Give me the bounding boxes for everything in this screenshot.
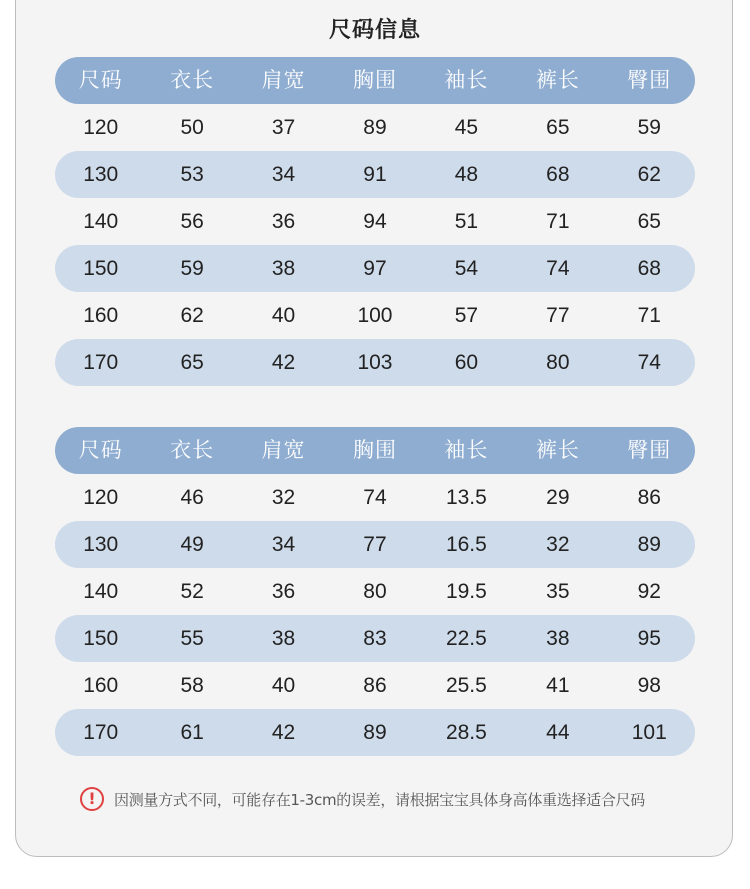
header-length: 衣长 bbox=[170, 438, 215, 462]
table-cell: 170 bbox=[83, 351, 119, 374]
table-cell: 29 bbox=[546, 486, 570, 509]
table-cell: 40 bbox=[271, 304, 296, 327]
table-cell: 37 bbox=[271, 116, 296, 139]
table-cell: 74 bbox=[637, 351, 661, 374]
table-cell: 80 bbox=[363, 580, 387, 603]
table-cell: 58 bbox=[180, 674, 204, 697]
table-row bbox=[55, 245, 695, 292]
measurement-note bbox=[80, 785, 645, 813]
table-cell: 59 bbox=[637, 116, 661, 139]
table-cell: 71 bbox=[546, 210, 570, 233]
table-cell: 120 bbox=[83, 116, 119, 139]
table-cell: 120 bbox=[83, 486, 119, 509]
table-row bbox=[55, 474, 695, 521]
table-cell: 54 bbox=[454, 257, 479, 280]
table-cell: 44 bbox=[546, 721, 570, 744]
table-cell: 32 bbox=[271, 486, 296, 509]
table-row bbox=[55, 339, 695, 386]
table-cell: 50 bbox=[180, 116, 204, 139]
table-cell: 52 bbox=[180, 580, 204, 603]
table-cell: 140 bbox=[83, 580, 119, 603]
table-cell: 13.5 bbox=[445, 486, 487, 509]
header-length: 衣长 bbox=[170, 68, 215, 92]
table-cell: 77 bbox=[546, 304, 570, 327]
table-cell: 38 bbox=[271, 257, 296, 280]
header-pants-length: 裤长 bbox=[535, 438, 580, 462]
table-cell: 19.5 bbox=[445, 580, 487, 603]
header-size: 尺码 bbox=[78, 68, 123, 92]
table-cell: 89 bbox=[363, 721, 387, 744]
header-shoulder: 肩宽 bbox=[261, 68, 306, 92]
table-cell: 86 bbox=[363, 674, 387, 697]
table-cell: 103 bbox=[357, 351, 393, 374]
table-cell: 160 bbox=[83, 674, 119, 697]
table-cell: 38 bbox=[271, 627, 296, 650]
table-cell: 60 bbox=[454, 351, 479, 374]
table-cell: 40 bbox=[271, 674, 296, 697]
table-cell: 160 bbox=[83, 304, 119, 327]
table-cell: 130 bbox=[83, 533, 119, 556]
page-title: 尺码信息 bbox=[328, 18, 421, 43]
header-shoulder: 肩宽 bbox=[261, 438, 306, 462]
table-cell: 150 bbox=[83, 257, 119, 280]
table-cell: 98 bbox=[637, 674, 661, 697]
table-cell: 65 bbox=[180, 351, 204, 374]
table-cell: 45 bbox=[454, 116, 479, 139]
table-cell: 53 bbox=[180, 163, 204, 186]
table-cell: 55 bbox=[180, 627, 204, 650]
table-cell: 38 bbox=[546, 627, 570, 650]
table-cell: 80 bbox=[546, 351, 570, 374]
header-hip: 臀围 bbox=[627, 438, 672, 462]
table-header-row bbox=[55, 427, 695, 474]
table-cell: 101 bbox=[631, 721, 667, 744]
table-cell: 57 bbox=[454, 304, 479, 327]
table-cell: 92 bbox=[637, 580, 661, 603]
table-row bbox=[55, 709, 695, 756]
table-cell: 25.5 bbox=[445, 674, 487, 697]
table-row bbox=[55, 568, 695, 615]
table-cell: 71 bbox=[637, 304, 661, 327]
table-cell: 59 bbox=[180, 257, 204, 280]
table-cell: 34 bbox=[271, 533, 296, 556]
table-cell: 100 bbox=[357, 304, 393, 327]
table-cell: 36 bbox=[271, 210, 296, 233]
table-cell: 61 bbox=[180, 721, 204, 744]
table-row bbox=[55, 662, 695, 709]
table-cell: 65 bbox=[637, 210, 661, 233]
header-size: 尺码 bbox=[78, 438, 123, 462]
table-cell: 16.5 bbox=[445, 533, 487, 556]
header-sleeve: 袖长 bbox=[444, 68, 489, 92]
table-row bbox=[55, 104, 695, 151]
header-hip: 臀围 bbox=[627, 68, 672, 92]
size-table-2 bbox=[55, 427, 695, 756]
table-cell: 74 bbox=[546, 257, 570, 280]
table-cell: 140 bbox=[83, 210, 119, 233]
table-row bbox=[55, 521, 695, 568]
table-cell: 170 bbox=[83, 721, 119, 744]
table-cell: 42 bbox=[271, 721, 296, 744]
table-cell: 51 bbox=[454, 210, 479, 233]
table-cell: 35 bbox=[546, 580, 570, 603]
header-pants-length: 裤长 bbox=[535, 68, 580, 92]
table-cell: 89 bbox=[363, 116, 387, 139]
header-chest: 胸围 bbox=[352, 68, 397, 92]
table-cell: 62 bbox=[180, 304, 204, 327]
table-cell: 41 bbox=[546, 674, 570, 697]
header-chest: 胸围 bbox=[352, 438, 397, 462]
table-cell: 94 bbox=[363, 210, 387, 233]
table-row bbox=[55, 292, 695, 339]
table-cell: 42 bbox=[271, 351, 296, 374]
header-sleeve: 袖长 bbox=[444, 438, 489, 462]
table-cell: 77 bbox=[363, 533, 387, 556]
table-cell: 22.5 bbox=[445, 627, 487, 650]
table-cell: 48 bbox=[454, 163, 479, 186]
table-cell: 130 bbox=[83, 163, 119, 186]
table-cell: 74 bbox=[363, 486, 387, 509]
table-row bbox=[55, 615, 695, 662]
table-cell: 34 bbox=[271, 163, 296, 186]
table-cell: 68 bbox=[546, 163, 570, 186]
note-text: 因测量方式不同，可能存在1-3cm的误差，请根据宝宝具体身高体重选择适合尺码 bbox=[114, 790, 645, 809]
table-cell: 46 bbox=[180, 486, 204, 509]
table-cell: 56 bbox=[180, 210, 204, 233]
exclamation-circle-icon: ! bbox=[80, 787, 104, 811]
table-cell: 83 bbox=[363, 627, 387, 650]
table-cell: 32 bbox=[546, 533, 570, 556]
table-cell: 65 bbox=[546, 116, 570, 139]
table-cell: 89 bbox=[637, 533, 661, 556]
table-cell: 150 bbox=[83, 627, 119, 650]
table-cell: 49 bbox=[180, 533, 204, 556]
table-cell: 36 bbox=[271, 580, 296, 603]
table-cell: 91 bbox=[363, 163, 387, 186]
size-table-1 bbox=[55, 57, 695, 386]
table-cell: 62 bbox=[637, 163, 661, 186]
table-cell: 86 bbox=[637, 486, 661, 509]
table-cell: 68 bbox=[637, 257, 661, 280]
table-row bbox=[55, 198, 695, 245]
table-row bbox=[55, 151, 695, 198]
table-cell: 97 bbox=[363, 257, 387, 280]
table-cell: 28.5 bbox=[445, 721, 487, 744]
table-header-row bbox=[55, 57, 695, 104]
table-cell: 95 bbox=[637, 627, 661, 650]
